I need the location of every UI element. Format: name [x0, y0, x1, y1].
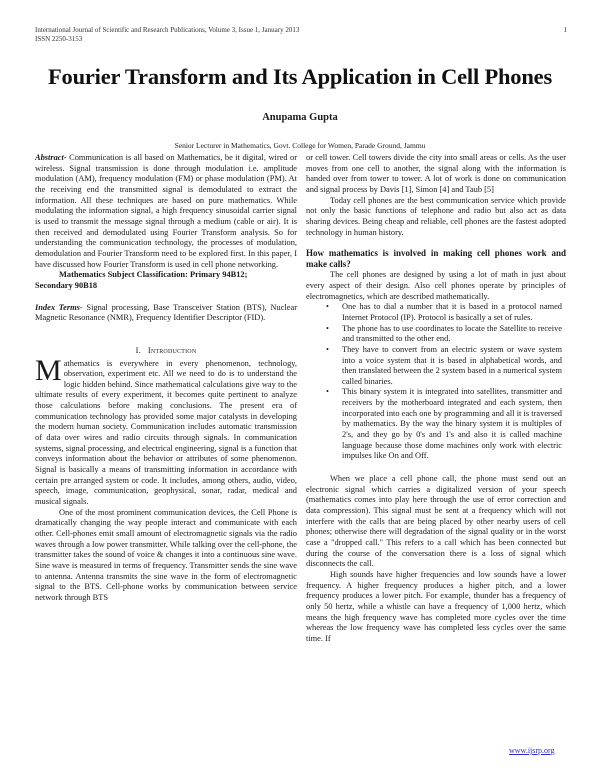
bullet-icon: •: [326, 387, 329, 397]
bullet-icon: •: [326, 323, 329, 333]
running-header: [35, 26, 567, 44]
list-item: • This binary system it is integrated into satellites, transmitter and receivers by the motherboard integrated and each system, then incorporated into each one by programming and all it is traversed by mathematics. By the way the binary system it is multiples of 2's, and they go by 0's and 1's and also it is called machine language because those dome machines only work with electric impulses like On and Off.: [326, 387, 562, 461]
paper-title: Fourier Transform and Its Application in Cell Phones: [47, 64, 553, 89]
section-heading-introduction: I. Introduction: [135, 345, 197, 355]
paragraph-cell-towers: or cell tower. Cell towers divide the city into small areas or cells. As the user moves from one cell to another, the signal along with the information is handed over from tower to tower. A lot of work is done on communication and signal process by Davis [1], Simon [4] and Taub [5]: [306, 153, 566, 194]
author-name: Anupama Gupta: [262, 112, 338, 123]
paragraph-designed: The cell phones are designed by using a lot of math in just about every aspect of their design. Also cell phones operate by principles of electromagnetics, which are described mathematically.: [306, 270, 566, 301]
paragraph-sounds: High sounds have higher frequencies and low sounds have a lower frequency. A higher frequency produces a higher pitch, and a lower frequency produces a lower pitch. For example, thunder has a frequency of only 50 hertz, while a whistle can have a frequency of 1,000 hertz, which means the high frequency wave has completed more cycles over the time whereas the low frequency wave has completed less cycles over the same time. If: [306, 569, 566, 643]
subsection-heading: How mathematics is involved in making cell phones work and make calls?: [306, 248, 566, 270]
list-item: • They have to convert from an electric system or wave system into a voice system that it is based in alphabetical words, and then translated between the 2 system based in a numerical system called binaries.: [326, 344, 562, 386]
index-terms-label: Index Terms: [35, 302, 80, 312]
paragraph-today: Today cell phones are the best communication service which provide not only the basic functions of telephone and radio but also act as data sharing devices. Being cheap and reliable, cell phones are the fastest adopted technology in human history.: [306, 195, 566, 237]
issn: ISSN 2250-3153: [35, 35, 83, 43]
bullet-list: [306, 302, 566, 462]
paragraph-phone-call: When we place a cell phone call, the phone must send out an electronic signal which carries a digitalized version of your speech (mathematics comes into play here through the use of error correction and data compression). This signal must be sent at a frequency which will not interfere with the calls that are being placed by other nearby users of cell phones; otherwise there will degradation of the signal quality or in the worst case a "dropped call." This refers to a call which has been connected but during the course of the conversation there is a loss of signal which disconnects the call.: [306, 474, 566, 569]
right-column: [306, 153, 566, 645]
spacer: [306, 462, 566, 474]
journal-website-link[interactable]: www.ijsrp.org: [509, 746, 555, 755]
intro-paragraph-1: Mathematics is everywhere in every phenomenon, technology, observation, experiment etc. All we need to do is to understand the logic hidden behind. Since mathematical calculations give way to the ultimate results of every experiment, it becomes quite pertinent to analyze those calculations before making conclusions. The present era of communication technology has provided some major catalysts in developing the modern human society. Communication includes automatic transmission of data over wires and radio circuits through signals. In communication systems, signal processing, and electrical engineering, signal is a function that conveys information about the behavior or attributes of some phenomenon. Signal is basically a means of transmitting information in accordance with certain pre arranged system or code. It includes, among others, audio, video, speech, image, communication, geophysical, sonar, radar, medical and musical signals.: [35, 353, 297, 507]
list-item: • The phone has to use coordinates to locate the Satellite to receive and transmitted to the other end.: [326, 323, 562, 344]
bullet-icon: •: [326, 302, 329, 312]
intro-paragraph-2: One of the most prominent communication devices, the Cell Phone is dramatically changing the way people interact and communicate with each other. Cell-phones emit small amount of electromagnetic signals via the radio waves through a low power transmitter. While talking over the cell-phone, the transmitter takes the sound of voice & changes it into a continuous sine wave. Sine wave is measured in terms of frequency. Transmitter sends the sine wave to antenna. Antenna transmits the sine wave in the form of electromagnetic signal to the BTS. Cell-phone works by communication between service network through BTS: [35, 507, 297, 602]
subject-classification: Mathematics Subject Classification: Primary 94B12; Secondary 90B18: [35, 270, 248, 290]
journal-info: International Journal of Scientific and Research Publications, Volume 3, Issue 1, January 2013: [35, 26, 300, 34]
abstract: [35, 153, 297, 270]
index-terms: [35, 303, 297, 324]
bullet-icon: •: [326, 344, 329, 354]
index-terms-text: - Signal processing, Base Transceiver Station (BTS), Nuclear Magnetic Resonance (NMR), Frequency Identifier Descriptor (FID).: [35, 302, 297, 323]
abstract-label: Abstract-: [35, 153, 67, 162]
abstract-text: Communication is all based on Mathematics, be it digital, wired or wireless. Signal transmission is done through modulation i.e. amplitude modulation (AM), frequency modulation (FM) or phase modulation (PM). At the receiving end the transmitted signal is demodulated to extract the information. All these techniques are based on pure mathematics. While modulating the information signal, a high frequency sinusoidal carrier signal is used to transmit the message signal through a medium (cable or air). It is then received and demodulated using Fourier Transform analysis. So for understanding the communication technology, the processes of modulation, demodulation and Fourier Transform need to be explored first. In this paper, I have discussed how Fourier Transform is used in cell phone networking.: [35, 153, 297, 269]
drop-cap: M: [35, 353, 62, 387]
author-affiliation: Senior Lecturer in Mathematics, Govt. College for Women, Parade Ground, Jammu: [174, 141, 426, 150]
left-column: [35, 153, 297, 604]
list-item: • One has to dial a number that it is based in a protocol named Internet Protocol (IP). Protocol is basically a set of rules.: [326, 302, 562, 322]
page-number: 1: [563, 26, 567, 34]
